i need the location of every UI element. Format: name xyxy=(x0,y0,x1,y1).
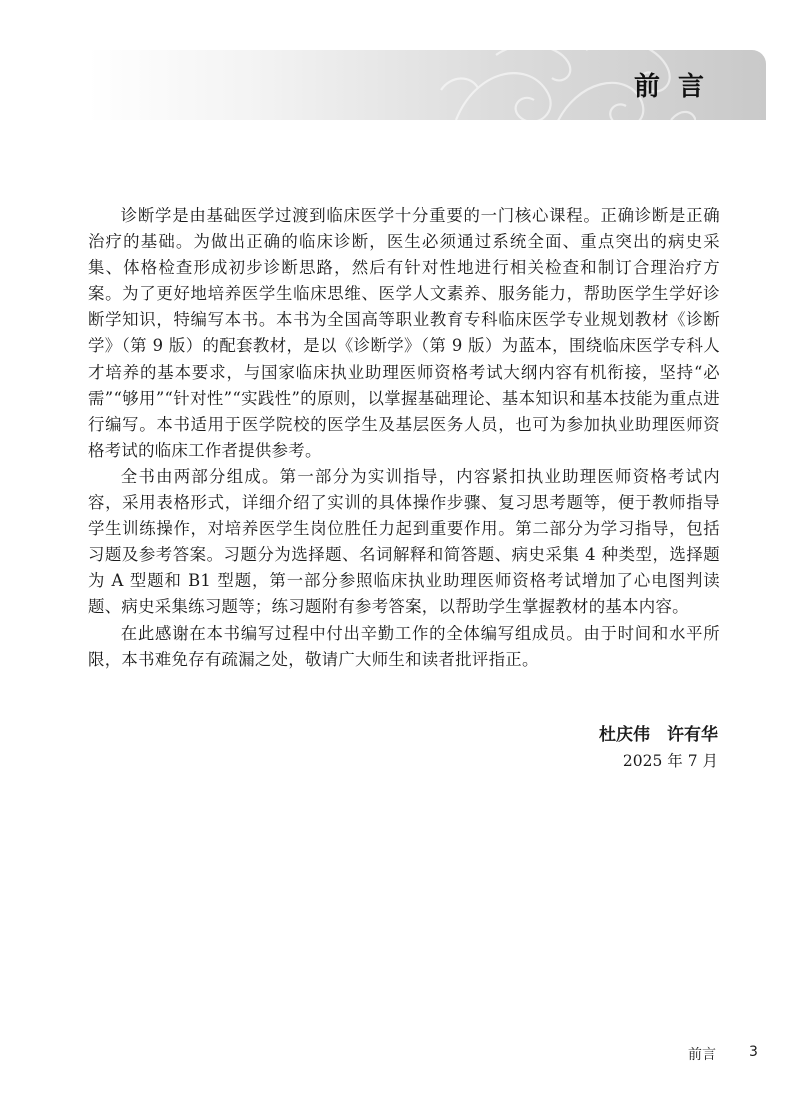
author-signature: 杜庆伟 许有华 xyxy=(599,725,718,745)
chapter-header-band xyxy=(88,50,766,120)
paragraph-structure: 全书由两部分组成。第一部分为实训指导，内容紧扣执业助理医师资格考试内容，采用表格形式，详细介绍了实训的具体操作步骤、复习思考题等，便于教师指导学生训练操作，对培养医学生岗位胜任力起到重要作用。第二部分为学习指导，包括习题及参考答案。习题分为选择题、名词解释和简答题、病史采集 4 种类型，选择题为 A 型题和 B1 型题，第一部分参照临床执业助理医师资格考试增加了心电图判读题、病史采集练习题等；练习题附有参考答案，以帮助学生掌握教材的基本内容。 xyxy=(88,466,720,617)
footer-page-number: 3 xyxy=(749,1044,758,1060)
paragraph-intro: 诊断学是由基础医学过渡到临床医学十分重要的一门核心课程。正确诊断是正确治疗的基础。为做出正确的临床诊断，医生必须通过系统全面、重点突出的病史采集、体格检查形成初步诊断思路，然后有针对性地进行相关检查和制订合理治疗方案。为了更好地培养医学生临床思维、医学人文素养、服务能力，帮助医学生学好诊断学知识，特编写本书。本书为全国高等职业教育专科临床医学专业规划教材《诊断学》（第 9 版）的配套教材，是以《诊断学》（第 9 版）为蓝本，围绕临床医学专科人才培养的基本要求，与国家临床执业助理医师资格考试大纲内容有机衔接，坚持“必需”“够用”“针对性”“实践性”的原则，以掌握基础理论、基本知识和基本技能为重点进行编写。本书适用于医学院校的医学生及基层医务人员，也可为参加执业助理医师资格考试的临床工作者提供参考。 xyxy=(88,206,720,460)
page-title: 前言 xyxy=(633,72,722,102)
signature-date: 2025 年 7 月 xyxy=(622,752,718,770)
footer-section-label: 前言 xyxy=(688,1047,716,1063)
preface-body xyxy=(88,203,720,673)
paragraph-acknowledgement: 在此感谢在本书编写过程中付出辛勤工作的全体编写组成员。由于时间和水平所限，本书难免存有疏漏之处，敬请广大师生和读者批评指正。 xyxy=(88,623,720,669)
